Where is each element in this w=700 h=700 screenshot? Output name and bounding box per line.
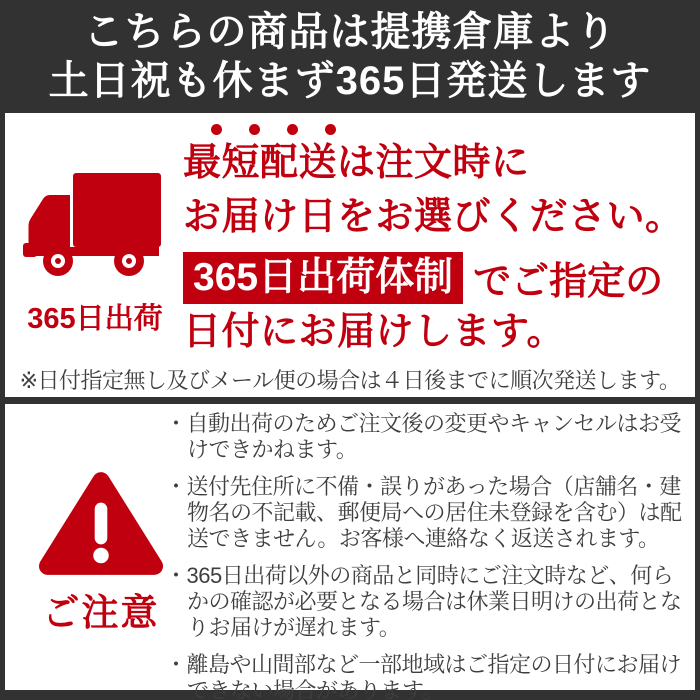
caution-panel [5,404,695,700]
caution-caption: ご注意 [42,592,160,633]
emphasis-dot-icon [325,124,336,135]
caution-list [165,411,693,700]
top-banner [0,0,700,113]
emphasis-dots [197,124,349,135]
emphasis-dot-icon [211,124,222,135]
caution-list-item: ・自動出荷のためご注文後の変更やキャンセルはお受けできかねます。 [165,411,682,462]
caution-list-item: ・送付先住所に不備・誤りがあった場合（店舗名・建物名の不記載、郵便局への居住未登録を含む）は配送できません。お客様へ連絡なく返送されます。 [165,474,682,551]
banner-line-2: 土日祝も休まず365日発送します [48,58,652,103]
caution-list-item: ・離島や山間部など一部地域はご指定の日付にお届けできない場合があります。 [165,652,682,700]
caution-list-item: ・365日出荷以外の商品と同時にご注文時など、何らかの確認が必要となる場合は休業日明けの出荷となりお届けが遅れます。 [165,563,682,640]
shipping-heading-line-1: 最短配送は注文時に [183,142,530,184]
shipping-fine-print: ※日付指定無し及びメール便の場合は４日後までに順次発送します。 [19,368,681,393]
shipping-heading-line-2: お届け日をお選びください。 [183,196,684,238]
warning-triangle-icon [38,466,164,580]
highlight-suffix: でご指定の [473,261,664,303]
truck-caption: 365日出荷 [27,303,163,335]
shipping-heading-line-3: 日付にお届けします。 [183,311,565,353]
banner-line-1: こちらの商品は提携倉庫より [83,9,617,54]
emphasis-dot-icon [249,124,260,135]
shipping-panel [5,113,695,397]
highlight-badge: 365日出荷体制 [183,252,463,304]
emphasis-dot-icon [287,124,298,135]
delivery-truck-icon [23,173,165,285]
shipping-highlight-line [183,250,663,305]
